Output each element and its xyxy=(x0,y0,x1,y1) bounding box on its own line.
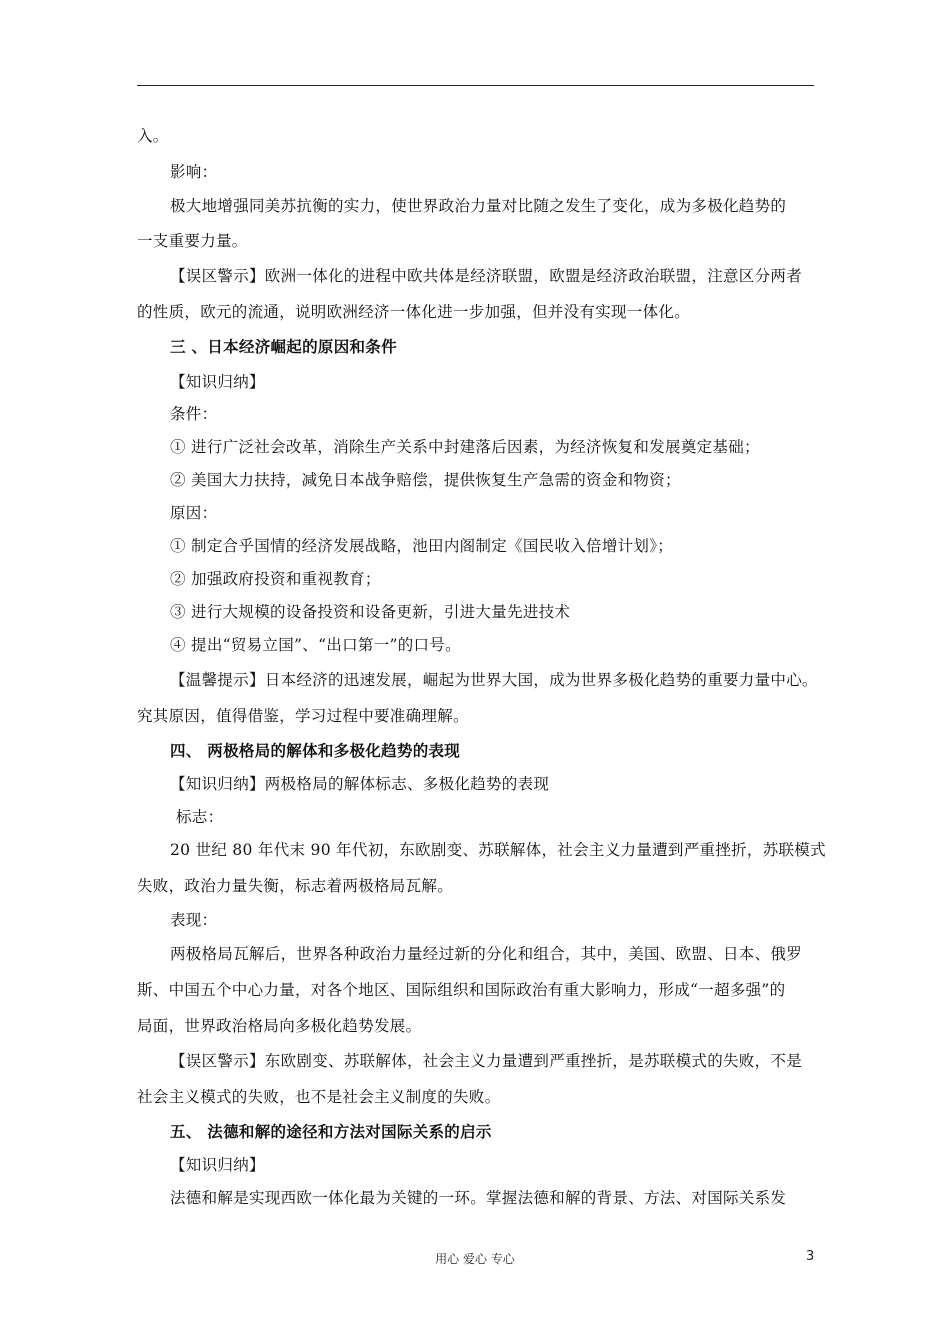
text-line: 失败，政治力量失衡，标志着两极格局瓦解。 xyxy=(137,877,454,895)
text-line: 极大地增强同美苏抗衡的实力，使世界政治力量对比随之发生了变化，成为多极化趋势的 xyxy=(170,197,787,215)
text-line: ② 美国大力扶持，减免日本战争赔偿，提供恢复生产急需的资金和物资； xyxy=(170,471,681,489)
text-line: ④ 提出“贸易立国”、“出口第一”的口号。 xyxy=(170,636,461,654)
text-line: ① 进行广泛社会改革，消除生产关系中封建落后因素，为经济恢复和发展奠定基础； xyxy=(170,438,760,456)
text-line: 影响： xyxy=(170,163,218,181)
text-line: 20 世纪 80 年代末 90 年代初，东欧剧变、苏联解体，社会主义力量遭到严重挫折，苏联模式 xyxy=(170,841,826,859)
text-line: 斯、中国五个中心力量，对各个地区、国际组织和国际政治有重大影响力，形成“一超多强”的 xyxy=(137,981,786,999)
text-line: 局面，世界政治格局向多极化趋势发展。 xyxy=(137,1017,422,1035)
text-line: 【知识归纳】两极格局的解体标志、多极化趋势的表现 xyxy=(170,775,550,793)
text-line: 表现： xyxy=(170,911,218,929)
section-heading: 四、 两极格局的解体和多极化趋势的表现 xyxy=(170,741,461,760)
page-number: 3 xyxy=(806,1249,815,1264)
text-line: ③ 进行大规模的设备投资和设备更新，引进大量先进技术 xyxy=(170,603,571,621)
section-heading: 三 、日本经济崛起的原因和条件 xyxy=(170,337,397,356)
text-line: 入。 xyxy=(137,127,169,145)
section-heading: 五、 法德和解的途径和方法对国际关系的启示 xyxy=(170,1122,492,1141)
page-footer: 用心 爱心 专心 xyxy=(435,1252,515,1266)
text-line: 【误区警示】东欧剧变、苏联解体，社会主义力量遭到严重挫折，是苏联模式的失败，不是 xyxy=(170,1052,803,1070)
text-line: 两极格局瓦解后，世界各种政治力量经过新的分化和组合，其中，美国、欧盟、日本、俄罗 xyxy=(170,945,803,963)
text-line: 【知识归纳】 xyxy=(170,1156,265,1174)
text-line: 【温馨提示】日本经济的迅速发展，崛起为世界大国，成为世界多极化趋势的重要力量中心。 xyxy=(170,671,818,689)
text-line: ② 加强政府投资和重视教育； xyxy=(170,570,381,588)
text-line: ① 制定合乎国情的经济发展战略，池田内阁制定《国民收入倍增计划》； xyxy=(170,537,674,555)
text-line: 社会主义模式的失败，也不是社会主义制度的失败。 xyxy=(137,1088,501,1106)
text-line: 标志： xyxy=(176,808,224,826)
text-line: 一支重要力量。 xyxy=(137,232,248,250)
header-rule xyxy=(137,85,814,86)
text-line: 原因： xyxy=(170,504,218,522)
text-line: 【误区警示】欧洲一体化的进程中欧共体是经济联盟，欧盟是经济政治联盟，注意区分两者 xyxy=(170,267,803,285)
text-line: 【知识归纳】 xyxy=(170,373,265,391)
text-line: 究其原因，值得借鉴，学习过程中要准确理解。 xyxy=(137,707,469,725)
text-line: 的性质，欧元的流通，说明欧洲经济一体化进一步加强，但并没有实现一体化。 xyxy=(137,303,691,321)
text-line: 法德和解是实现西欧一体化最为关键的一环。掌握法德和解的背景、方法、对国际关系发 xyxy=(170,1189,787,1207)
text-line: 条件： xyxy=(170,405,218,423)
